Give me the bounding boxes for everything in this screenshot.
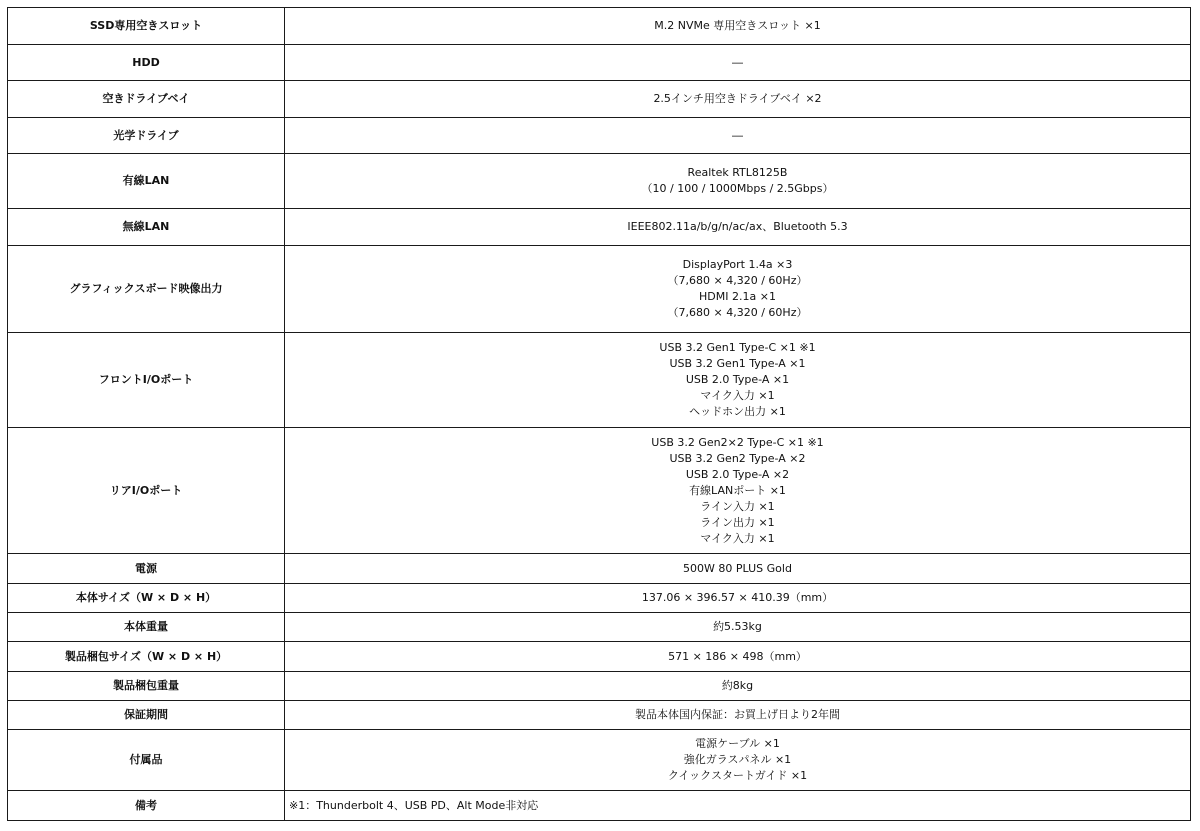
row-value — [285, 8, 1191, 45]
row-value — [285, 81, 1191, 118]
table-row — [8, 642, 1191, 672]
row-value — [285, 642, 1191, 672]
row-label: 付属品 — [8, 730, 285, 791]
value-line: 約5.53kg — [713, 620, 762, 633]
row-value — [285, 554, 1191, 584]
value-line: USB 3.2 Gen1 Type-A ×1 — [669, 357, 806, 370]
value-line: USB 3.2 Gen1 Type-C ×1 ※1 — [659, 341, 816, 354]
table-row — [8, 613, 1191, 642]
row-label: 光学ドライブ — [8, 118, 285, 154]
value-line: USB 2.0 Type-A ×2 — [685, 467, 790, 481]
row-label: SSD専用空きスロット — [8, 8, 285, 45]
value-line: （10 / 100 / 1000Mbps / 2.5Gbps） — [641, 182, 834, 195]
row-value — [285, 672, 1191, 701]
row-label: 電源 — [8, 554, 285, 584]
row-value — [285, 613, 1191, 642]
value-line: 571 × 186 × 498（mm） — [668, 649, 807, 663]
row-label: 本体重量 — [8, 613, 285, 642]
value-line: Realtek RTL8125B — [687, 166, 788, 179]
row-label: リアI/Oポート — [8, 428, 285, 554]
table-row — [8, 672, 1191, 701]
table-row — [8, 118, 1191, 154]
value-line: 製品本体国内保証：お買上げ日より2年間 — [635, 708, 840, 721]
value-line: ― — [732, 55, 743, 69]
table-row — [8, 333, 1191, 428]
row-value — [285, 584, 1191, 613]
value-line: 137.06 × 396.57 × 410.39（mm） — [641, 591, 834, 604]
row-label: 保証期間 — [8, 701, 285, 730]
row-label: 無線LAN — [8, 209, 285, 246]
row-label: フロントI/Oポート — [8, 333, 285, 428]
table-row — [8, 8, 1191, 45]
value-line: 強化ガラスパネル ×1 — [683, 753, 792, 766]
value-line: マイク入力 ×1 — [700, 389, 775, 402]
value-line: 有線LANポート ×1 — [689, 483, 786, 497]
row-label: 空きドライブベイ — [8, 81, 285, 118]
value-line: （7,680 × 4,320 / 60Hz） — [667, 274, 808, 287]
row-value — [285, 209, 1191, 246]
value-line: USB 2.0 Type-A ×1 — [685, 373, 790, 386]
table-row — [8, 154, 1191, 209]
table-row — [8, 791, 1191, 821]
row-label: 本体サイズ（W × D × H） — [8, 584, 285, 613]
row-value — [285, 333, 1191, 428]
spec-table — [7, 7, 1191, 821]
value-line: クイックスタートガイド ×1 — [667, 769, 808, 782]
table-row — [8, 81, 1191, 118]
value-line: 約8kg — [721, 679, 754, 692]
value-line: IEEE802.11a/b/g/n/ac/ax、Bluetooth 5.3 — [627, 220, 848, 233]
row-value — [285, 791, 1191, 821]
value-line: ― — [732, 128, 743, 142]
table-row — [8, 554, 1191, 584]
table-row — [8, 428, 1191, 554]
value-line: 2.5インチ用空きドライブベイ ×2 — [653, 92, 822, 105]
row-value — [285, 154, 1191, 209]
value-line: 500W 80 PLUS Gold — [683, 561, 792, 575]
value-line: ヘッドホン出力 ×1 — [689, 405, 786, 418]
table-row — [8, 701, 1191, 730]
value-line: （7,680 × 4,320 / 60Hz） — [667, 306, 808, 319]
table-row — [8, 730, 1191, 791]
table-row — [8, 246, 1191, 333]
row-label: グラフィックスボード映像出力 — [8, 246, 285, 333]
row-label: HDD — [8, 45, 285, 81]
row-label: 製品梱包重量 — [8, 672, 285, 701]
value-line: マイク入力 ×1 — [700, 531, 775, 545]
value-line: USB 3.2 Gen2×2 Type-C ×1 ※1 — [651, 435, 824, 449]
table-row — [8, 45, 1191, 81]
row-value — [285, 246, 1191, 333]
table-row — [8, 209, 1191, 246]
row-value — [285, 730, 1191, 791]
value-line: USB 3.2 Gen2 Type-A ×2 — [669, 451, 806, 465]
row-value — [285, 45, 1191, 81]
row-value — [285, 118, 1191, 154]
row-value — [285, 428, 1191, 554]
value-line: M.2 NVMe 専用空きスロット ×1 — [654, 19, 821, 32]
row-label: 備考 — [8, 791, 285, 821]
row-label: 製品梱包サイズ（W × D × H） — [8, 642, 285, 672]
value-line: ライン出力 ×1 — [700, 515, 775, 529]
value-line: DisplayPort 1.4a ×3 — [682, 258, 793, 271]
value-line: ライン入力 ×1 — [700, 499, 775, 513]
value-line: 電源ケーブル ×1 — [695, 737, 780, 750]
value-line: HDMI 2.1a ×1 — [699, 290, 776, 303]
row-value — [285, 701, 1191, 730]
value-line: ※1：Thunderbolt 4、USB PD、Alt Mode非対応 — [289, 798, 539, 812]
row-label: 有線LAN — [8, 154, 285, 209]
table-row — [8, 584, 1191, 613]
